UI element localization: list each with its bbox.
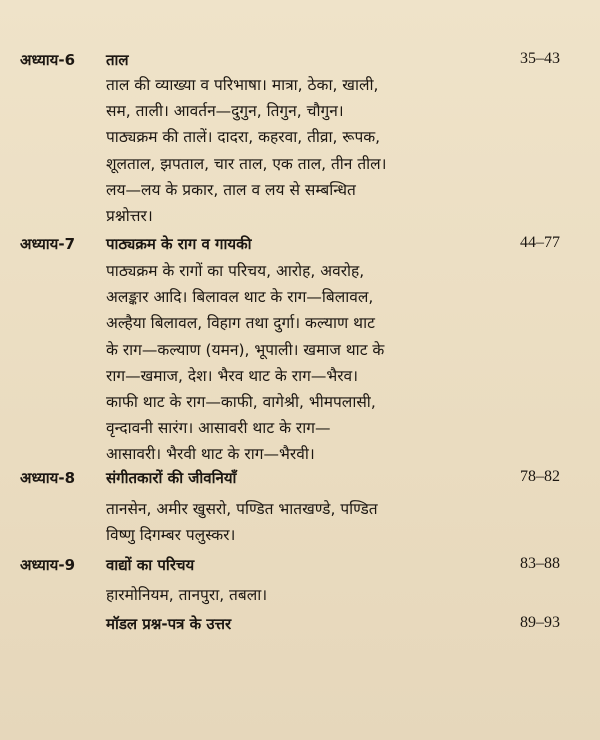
chapter-title: ताल <box>106 51 129 69</box>
chapter-label: अध्याय-6 <box>20 51 76 69</box>
description-line: हारमोनियम, तानपुरा, तबला। <box>106 586 268 604</box>
description-line: काफी थाट के राग—काफी, वागेश्री, भीमपलासी, <box>106 393 376 412</box>
description-line: राग—खमाज, देश। भैरव थाट के राग—भैरव। <box>106 366 359 385</box>
description-line: सम, ताली। आवर्तन—दुगुन, तिगुन, चौगुन। <box>106 102 344 121</box>
description-line: शूलताल, झपताल, चार ताल, एक ताल, तीन तील। <box>106 154 387 173</box>
description-line: ताल की व्याख्या व परिभाषा। मात्रा, ठेका, खाली, <box>106 76 379 94</box>
chapter-description <box>106 496 576 548</box>
description-line: अलङ्कार आदि। बिलावल थाट के राग—बिलावल, <box>106 288 374 307</box>
chapter-title: मॉडल प्रश्न-पत्र के उत्तर <box>106 615 232 633</box>
chapter-title: संगीतकारों की जीवनियाँ <box>106 469 237 487</box>
chapter-pages: 78–82 <box>520 468 560 485</box>
chapter-label: अध्याय-9 <box>20 556 76 574</box>
chapter-pages: 35–43 <box>520 50 560 67</box>
description-line: लय—लय के प्रकार, ताल व लय से सम्बन्धित <box>106 180 356 199</box>
description-line: प्रश्नोत्तर। <box>106 207 153 226</box>
chapter-label: अध्याय-7 <box>20 235 76 253</box>
description-line: पाठ्यक्रम के रागों का परिचय, आरोह, अवरोह, <box>106 262 365 280</box>
description-line: विष्णु दिगम्बर पलुस्कर। <box>106 526 236 545</box>
chapter-description <box>106 258 576 468</box>
chapter-label: अध्याय-8 <box>20 469 76 487</box>
chapter-pages: 44–77 <box>520 234 560 251</box>
chapter-description <box>106 582 576 608</box>
description-line: अल्हैया बिलावल, विहाग तथा दुर्गा। कल्याण थाट <box>106 314 375 333</box>
chapter-title: पाठ्यक्रम के राग व गायकी <box>106 235 252 253</box>
chapter-description <box>106 72 576 229</box>
description-line: के राग—कल्याण (यमन), भूपाली। खमाज थाट के <box>106 340 385 359</box>
description-line: वृन्दावनी सारंग। आसावरी थाट के राग— <box>106 419 331 438</box>
description-line: पाठ्यक्रम की तालें। दादरा, कहरवा, तीव्रा, रूपक, <box>106 128 381 147</box>
chapter-pages: 89–93 <box>520 614 560 631</box>
chapter-title: वाद्यों का परिचय <box>106 556 195 574</box>
description-line: तानसेन, अमीर खुसरो, पण्डित भातखण्डे, पण्डित <box>106 500 378 518</box>
chapter-pages: 83–88 <box>520 555 560 572</box>
description-line: आसावरी। भैरवी थाट के राग—भैरवी। <box>106 445 315 464</box>
